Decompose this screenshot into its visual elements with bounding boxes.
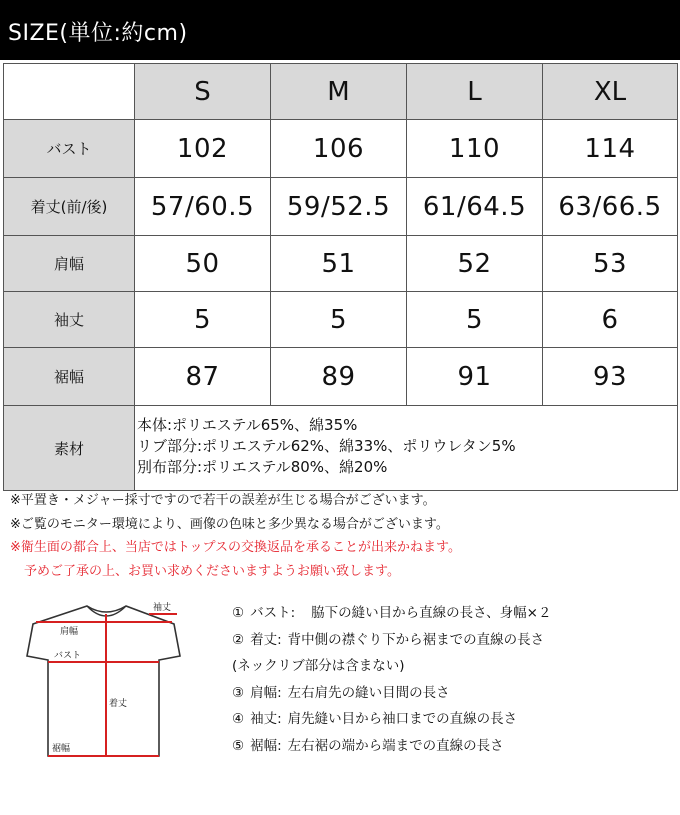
legend-num: ③ [232,684,245,701]
corner-cell [4,64,135,120]
notes [10,489,461,583]
note-acknowledgement: 予めご了承の上、お買い求めくださいますようお願い致します。 [24,563,400,579]
tshirt-diagram [14,594,214,778]
table-cell: 61/64.5 [407,178,543,236]
legend-item-length [232,627,551,654]
legend-desc: 左右裾の端から端までの直線の長さ [287,737,504,754]
legend-term: バスト: [250,605,296,621]
table-cell: 5 [271,292,407,348]
legend-item-sleeve [232,706,551,733]
legend-term: 袖丈: [250,711,282,727]
size-col-l: L [407,64,543,120]
legend-term: 着丈: [250,631,282,648]
table-cell: 52 [407,236,543,292]
legend-desc: (ネックリブ部分は含まない) [232,658,405,674]
row-label-sleeve: 袖丈 [4,292,135,348]
hem-label: 裾幅 [52,744,71,754]
table-cell: 6 [543,292,678,348]
table-row [4,236,678,292]
row-label-length: 着丈(前/後) [4,178,135,236]
sleeve-label: 袖丈 [153,603,172,613]
shoulder-label: 肩幅 [60,627,79,637]
legend-num: ① [232,605,245,621]
row-label-bust: バスト [4,120,135,178]
material-line-rib: リブ部分:ポリエステル62%、綿33%、ポリウレタン5% [137,437,516,455]
table-cell: 87 [135,348,271,406]
table-cell: 110 [407,120,543,178]
legend-desc: 左右肩先の縫い目間の長さ [287,684,450,701]
table-cell: 106 [271,120,407,178]
legend-term: 裾幅: [250,737,282,754]
table-cell: 50 [135,236,271,292]
material-cell [135,406,678,491]
legend-item-hem [232,733,551,760]
material-line-other: 別布部分:ポリエステル80%、綿20% [137,458,388,476]
legend-desc: 肩先縫い目から袖口までの直線の長さ [287,711,518,727]
material-line-body: 本体:ポリエステル65%、綿35% [137,416,358,434]
table-cell: 93 [543,348,678,406]
measurement-legend [232,600,551,759]
table-row [4,178,678,236]
table-cell: 89 [271,348,407,406]
table-cell: 114 [543,120,678,178]
table-cell: 5 [135,292,271,348]
row-label-shoulder: 肩幅 [4,236,135,292]
row-label-material: 素材 [4,406,135,491]
table-cell: 91 [407,348,543,406]
legend-term: 肩幅: [250,684,282,701]
title-bar [0,0,680,60]
length-label: 着丈 [109,699,128,709]
size-col-m: M [271,64,407,120]
legend-num: ⑤ [232,737,245,754]
size-table [3,63,678,491]
size-col-xl: XL [543,64,678,120]
material-row [4,406,678,491]
page-title: SIZE(単位:約cm) [8,21,188,46]
table-cell: 51 [271,236,407,292]
table-cell: 63/66.5 [543,178,678,236]
legend-num: ④ [232,711,245,727]
note-return-policy: ※衛生面の都合上、当店ではトップスの交換返品を承ることが出来かねます。 [10,540,461,555]
row-label-hem: 裾幅 [4,348,135,406]
table-row [4,292,678,348]
legend-item-bust [232,600,551,627]
table-cell: 5 [407,292,543,348]
size-col-s: S [135,64,271,120]
legend-item-shoulder [232,680,551,707]
table-cell: 57/60.5 [135,178,271,236]
legend-num: ② [232,631,245,648]
table-row [4,348,678,406]
tshirt-outline [27,606,180,756]
note-measurement: ※平置き・メジャー採寸ですので若干の誤差が生じる場合がございます。 [10,493,436,508]
legend-desc: 背中側の襟ぐり下から裾までの直線の長さ [287,631,545,648]
size-header-row [4,64,678,120]
legend-desc: 脇下の縫い目から直線の長さ、身幅×２ [311,605,552,621]
table-row [4,120,678,178]
table-cell: 53 [543,236,678,292]
note-monitor: ※ご覧のモニター環境により、画像の色味と多少異なる場合がございます。 [10,516,449,532]
bust-label: バスト [54,651,82,661]
table-cell: 59/52.5 [271,178,407,236]
table-cell: 102 [135,120,271,178]
legend-item-length-note [232,653,551,680]
